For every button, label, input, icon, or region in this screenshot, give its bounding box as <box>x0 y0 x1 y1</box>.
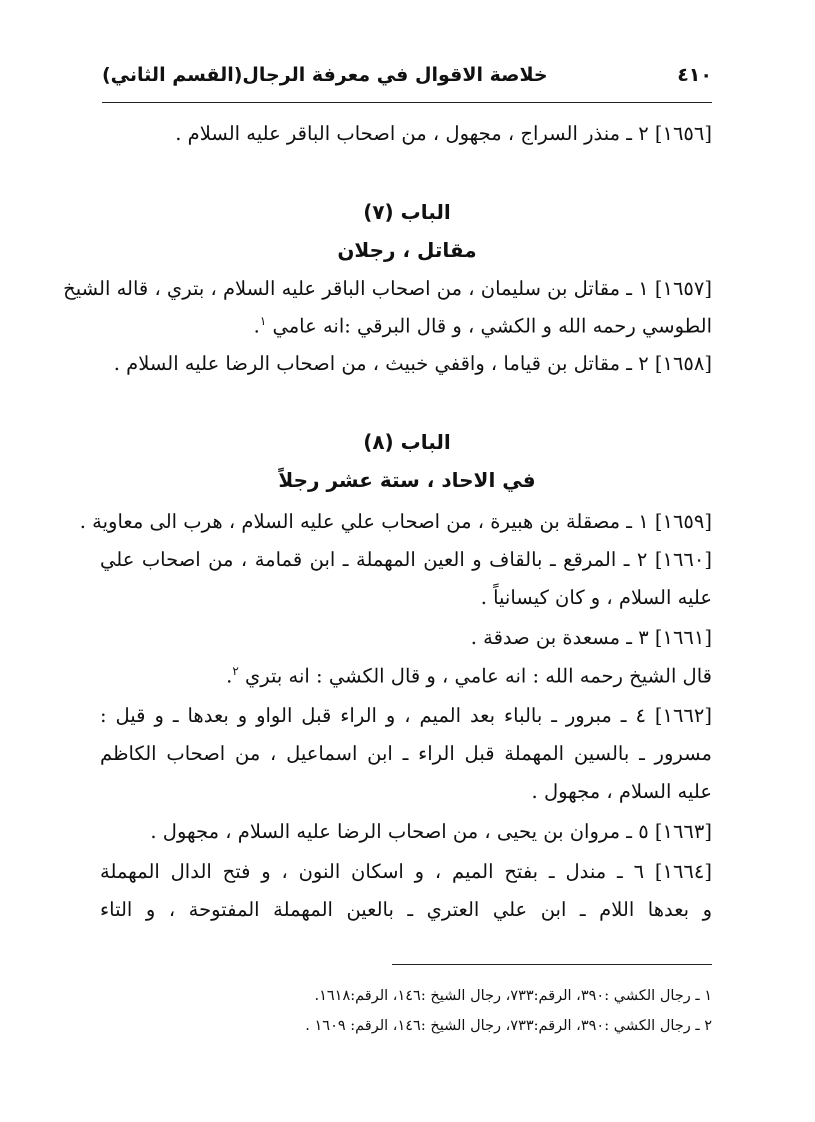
entry-1661-note-text: قال الشيخ رحمه الله : انه عامي ، و قال الكشي : انه بتري <box>245 664 712 688</box>
entry-1656: [١٦٥٦] ٢ ـ منذر السراج ، مجهول ، من اصحاب الباقر عليه السلام . <box>175 122 712 145</box>
chapter-8-subtitle: في الاحاد ، ستة عشر رجلاً <box>278 468 536 492</box>
entry-1662-line-1: [١٦٦٢] ٤ ـ مبرور ـ بالباء بعد الميم ، و الراء قبل الواو و بعدها ـ و قيل : <box>100 704 712 727</box>
entry-1659: [١٦٥٩] ١ ـ مصقلة بن هبيرة ، من اصحاب علي عليه السلام ، هرب الى معاوية . <box>79 510 712 533</box>
page-header <box>102 64 712 86</box>
chapter-7-subtitle: مقاتل ، رجلان <box>337 238 477 262</box>
period: . <box>226 664 233 688</box>
entry-1657-line-1: [١٦٥٧] ١ ـ مقاتل بن سليمان ، من اصحاب الباقر عليه السلام ، بتري ، قاله الشيخ <box>63 277 712 300</box>
entry-1664-line-2: و بعدها اللام ـ ابن علي العتري ـ بالعين المهملة المفتوحة ، و التاء <box>100 898 712 921</box>
entry-1657-text: الطوسي رحمه الله و الكشي ، و قال البرقي :انه عامي <box>272 314 712 338</box>
period: . <box>253 314 260 338</box>
entry-1658: [١٦٥٨] ٢ ـ مقاتل بن قياما ، واقفي خبيث ، من اصحاب الرضا عليه السلام . <box>113 352 712 375</box>
entry-1660-line-1: [١٦٦٠] ٢ ـ المرقع ـ بالقاف و العين المهملة ـ ابن قمامة ، من اصحاب علي <box>100 548 712 571</box>
chapter-8-title: الباب (٨) <box>363 430 451 454</box>
entry-1661-note <box>100 664 712 688</box>
entry-1661: [١٦٦١] ٣ ـ مسعدة بن صدقة . <box>470 626 712 649</box>
chapter-7-title: الباب (٧) <box>363 200 451 224</box>
footnote-ref-1: ١ <box>259 314 267 328</box>
entry-1662-line-2: مسرور ـ بالسين المهملة قبل الراء ـ ابن اسماعيل ، من اصحاب الكاظم <box>100 742 712 765</box>
footnote-rule <box>392 964 712 965</box>
entry-1657-line-2 <box>100 314 712 338</box>
footnote-ref-2: ٢ <box>232 664 239 678</box>
header-rule <box>102 102 712 103</box>
footnote-1: ١ ـ رجال الكشي :٣٩٠، الرقم:٧٣٣، رجال الشيخ :١٤٦، الرقم:١٦١٨. <box>314 988 712 1004</box>
running-title: خلاصة الاقوال في معرفة الرجال(القسم الثاني) <box>102 64 548 86</box>
entry-1660-line-2: عليه السلام ، و كان كيسانياً . <box>480 586 712 609</box>
entry-1663: [١٦٦٣] ٥ ـ مروان بن يحيى ، من اصحاب الرضا عليه السلام ، مجهول . <box>150 820 712 843</box>
page-number: ٤١٠ <box>677 64 712 86</box>
footnote-2: ٢ ـ رجال الكشي :٣٩٠، الرقم:٧٣٣، رجال الشيخ :١٤٦، الرقم: ١٦٠٩ . <box>305 1018 712 1034</box>
entry-1664-line-1: [١٦٦٤] ٦ ـ مندل ـ بفتح الميم ، و اسكان النون ، و فتح الدال المهملة <box>100 860 712 883</box>
entry-1662-line-3: عليه السلام ، مجهول . <box>531 780 712 803</box>
